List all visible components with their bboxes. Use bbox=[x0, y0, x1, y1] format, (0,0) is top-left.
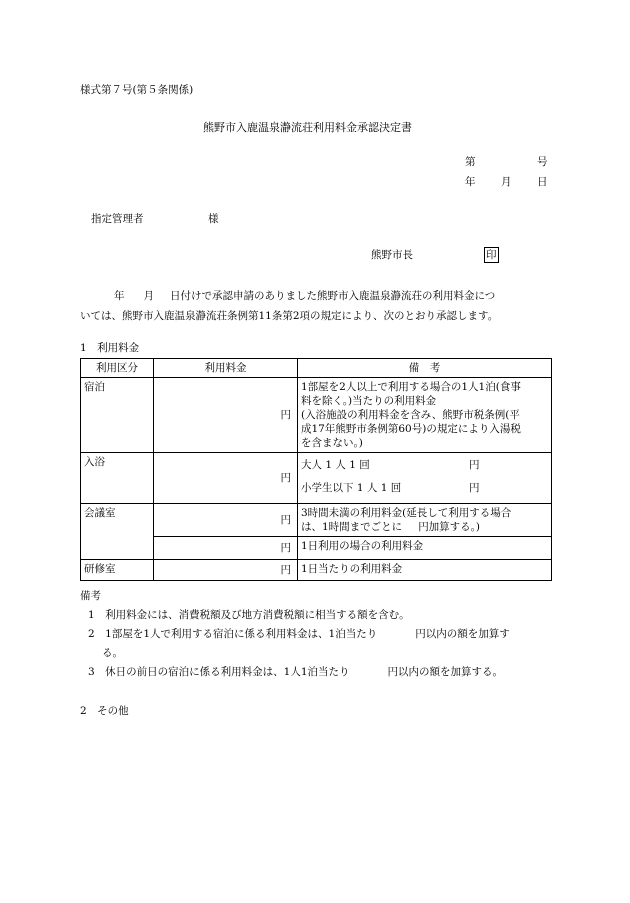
remark-2-text: 円以内の額を加算す bbox=[415, 628, 510, 640]
meeting-label: 会議室 bbox=[81, 504, 154, 560]
remark-3-text: 円以内の額を加算する。 bbox=[387, 666, 504, 678]
remarks-title: 備考 bbox=[80, 590, 101, 602]
body-line-1 bbox=[80, 286, 551, 306]
training-label: 研修室 bbox=[81, 560, 154, 581]
body-line-2: いては、熊野市入鹿温泉瀞流荘条例第11条第2項の規定により、次のとおり承認します。 bbox=[80, 310, 499, 322]
remark-3-text: 3 休日の前日の宿泊に係る利用料金は、1人1泊当たり bbox=[88, 666, 350, 678]
fee-table bbox=[80, 358, 552, 581]
remark-1: 1 利用料金には、消費税額及び地方消費税額に相当する額を含む。 bbox=[88, 609, 410, 621]
table-row-bath bbox=[81, 453, 552, 504]
remarks-list bbox=[80, 606, 551, 682]
lodging-note-line: (入浴施設の利用料金を含み、熊野市税条例(平 bbox=[301, 409, 520, 421]
meeting-fee-unit: 円 bbox=[154, 504, 298, 537]
bath-fee-unit: 円 bbox=[154, 453, 298, 504]
lodging-note-line: を含まない。) bbox=[301, 437, 363, 449]
remark-2-text: 2 1部屋を1人で利用する宿泊に係る利用料金は、1泊当たり bbox=[88, 628, 378, 640]
bath-adult-text: 大人 1 人 1 回 bbox=[301, 459, 370, 471]
lodging-label: 宿泊 bbox=[81, 378, 154, 453]
form-number: 様式第７号(第５条関係) bbox=[80, 84, 194, 96]
bath-adult-line bbox=[301, 458, 548, 472]
bath-child-line bbox=[301, 481, 548, 495]
training-fee-unit: 円 bbox=[154, 560, 298, 581]
document-title: 熊野市入鹿温泉瀞流荘利用料金承認決定書 bbox=[203, 121, 412, 134]
training-note: 1日当たりの利用料金 bbox=[298, 560, 552, 581]
meeting-day-fee-unit: 円 bbox=[154, 537, 298, 560]
seal-mark bbox=[484, 247, 499, 263]
lodging-note-line: 料を除く。)当たりの利用料金 bbox=[301, 395, 437, 407]
meeting-note-text: 円加算する。) bbox=[418, 521, 481, 533]
remark-3 bbox=[80, 663, 551, 682]
date-month: 月 bbox=[501, 176, 512, 188]
section-2-title: 2 その他 bbox=[80, 705, 129, 717]
remark-2-continued: る。 bbox=[102, 647, 123, 659]
meeting-note-line: 3時間未満の利用料金(延長して利用する場合 bbox=[301, 507, 512, 519]
issuer: 熊野市長 bbox=[371, 249, 413, 261]
bath-note bbox=[298, 453, 552, 504]
meeting-note-line bbox=[301, 520, 548, 534]
table-row-lodging bbox=[81, 378, 552, 453]
section-1-title: 1 利用料金 bbox=[80, 342, 140, 354]
table-row-meeting bbox=[81, 504, 552, 537]
bath-child-text: 小学生以下 1 人 1 回 bbox=[301, 482, 402, 494]
meeting-note-2: 1日利用の場合の利用料金 bbox=[298, 537, 552, 560]
bath-child-yen: 円 bbox=[469, 482, 480, 494]
reference-prefix: 第 bbox=[465, 156, 476, 168]
seal-text: 印 bbox=[486, 249, 497, 261]
table-row-training bbox=[81, 560, 552, 581]
meeting-note-1 bbox=[298, 504, 552, 537]
body-paragraph bbox=[80, 286, 551, 326]
lodging-fee-unit: 円 bbox=[154, 378, 298, 453]
body-month: 月 bbox=[143, 290, 154, 302]
header-category: 利用区分 bbox=[81, 359, 154, 378]
body-line-1-text: 日付けで承認申請のありました熊野市入鹿温泉瀞流荘の利用料金につ bbox=[170, 290, 496, 302]
body-year: 年 bbox=[114, 290, 125, 302]
bath-adult-yen: 円 bbox=[469, 459, 480, 471]
table-header-row bbox=[81, 359, 552, 378]
lodging-note-line: 1部屋を2人以上で利用する場合の1人1泊(食事 bbox=[301, 381, 521, 393]
addressee: 指定管理者 bbox=[91, 213, 144, 225]
remark-2 bbox=[80, 625, 551, 644]
date-year: 年 bbox=[465, 176, 476, 188]
lodging-note-line: 成17年熊野市条例第60号)の規定により入湯税 bbox=[301, 423, 521, 435]
reference-suffix: 号 bbox=[537, 156, 548, 168]
date-day: 日 bbox=[537, 176, 548, 188]
addressee-honorific: 様 bbox=[208, 213, 219, 225]
meeting-note-text: は、1時間までごとに bbox=[301, 521, 403, 533]
lodging-note bbox=[298, 378, 552, 453]
bath-label: 入浴 bbox=[81, 453, 154, 504]
header-fee: 利用料金 bbox=[154, 359, 298, 378]
header-remarks: 備 考 bbox=[298, 359, 552, 378]
